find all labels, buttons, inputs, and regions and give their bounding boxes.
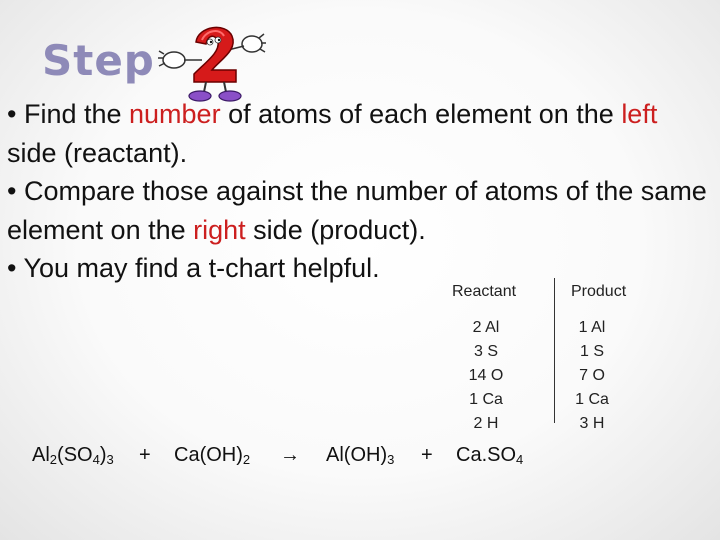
reactant-al2so43: $Al_2(SO_4)_3$ [32, 444, 114, 467]
product-count: 1 Al [578, 319, 606, 336]
text-run: side (reactant). [7, 137, 188, 168]
slide-title: Step [42, 36, 155, 85]
bullet-find-atoms [7, 95, 713, 172]
text-run: • Find the [7, 99, 130, 129]
reactant-count: 3 S [473, 343, 498, 360]
highlight-number: number [129, 99, 221, 129]
product-count: 7 O [579, 367, 605, 384]
instruction-text [7, 95, 713, 288]
reactant-caoh2: $Ca(OH)_2$ [174, 444, 251, 467]
t-chart [430, 278, 670, 438]
product-aloh3: $Al(OH)_3$ [326, 444, 395, 467]
highlight-left: left [621, 99, 658, 129]
product-header: Product [571, 283, 627, 300]
reactant-count: 1 Ca [469, 391, 503, 408]
bullet-compare [7, 172, 713, 249]
product-caso4: $Ca.SO_4$ [456, 444, 524, 467]
product-count: 1 S [579, 343, 604, 360]
reactant-column [456, 316, 516, 436]
product-count: 3 H [579, 415, 605, 432]
t-chart-divider [554, 278, 555, 423]
reactant-header: Reactant [452, 283, 517, 300]
reactant-count: 14 O [468, 367, 504, 384]
text-run: of atoms of each element on the [220, 99, 622, 129]
text-run: • You may find a t-chart helpful. [7, 253, 380, 283]
text-run: side (product). [245, 214, 426, 245]
plus-sign: + [421, 444, 433, 466]
plus-sign: + [139, 444, 151, 466]
reaction-arrow: → [280, 444, 300, 466]
reactant-count: 2 H [473, 415, 499, 432]
highlight-right: right [193, 214, 246, 245]
text-run: • Compare those against the number of atoms of the same element on the [7, 176, 707, 245]
number-two-mascot-icon [158, 18, 266, 104]
reactant-count: 2 Al [472, 319, 500, 336]
product-column [570, 316, 614, 436]
product-count: 1 Ca [575, 391, 609, 408]
